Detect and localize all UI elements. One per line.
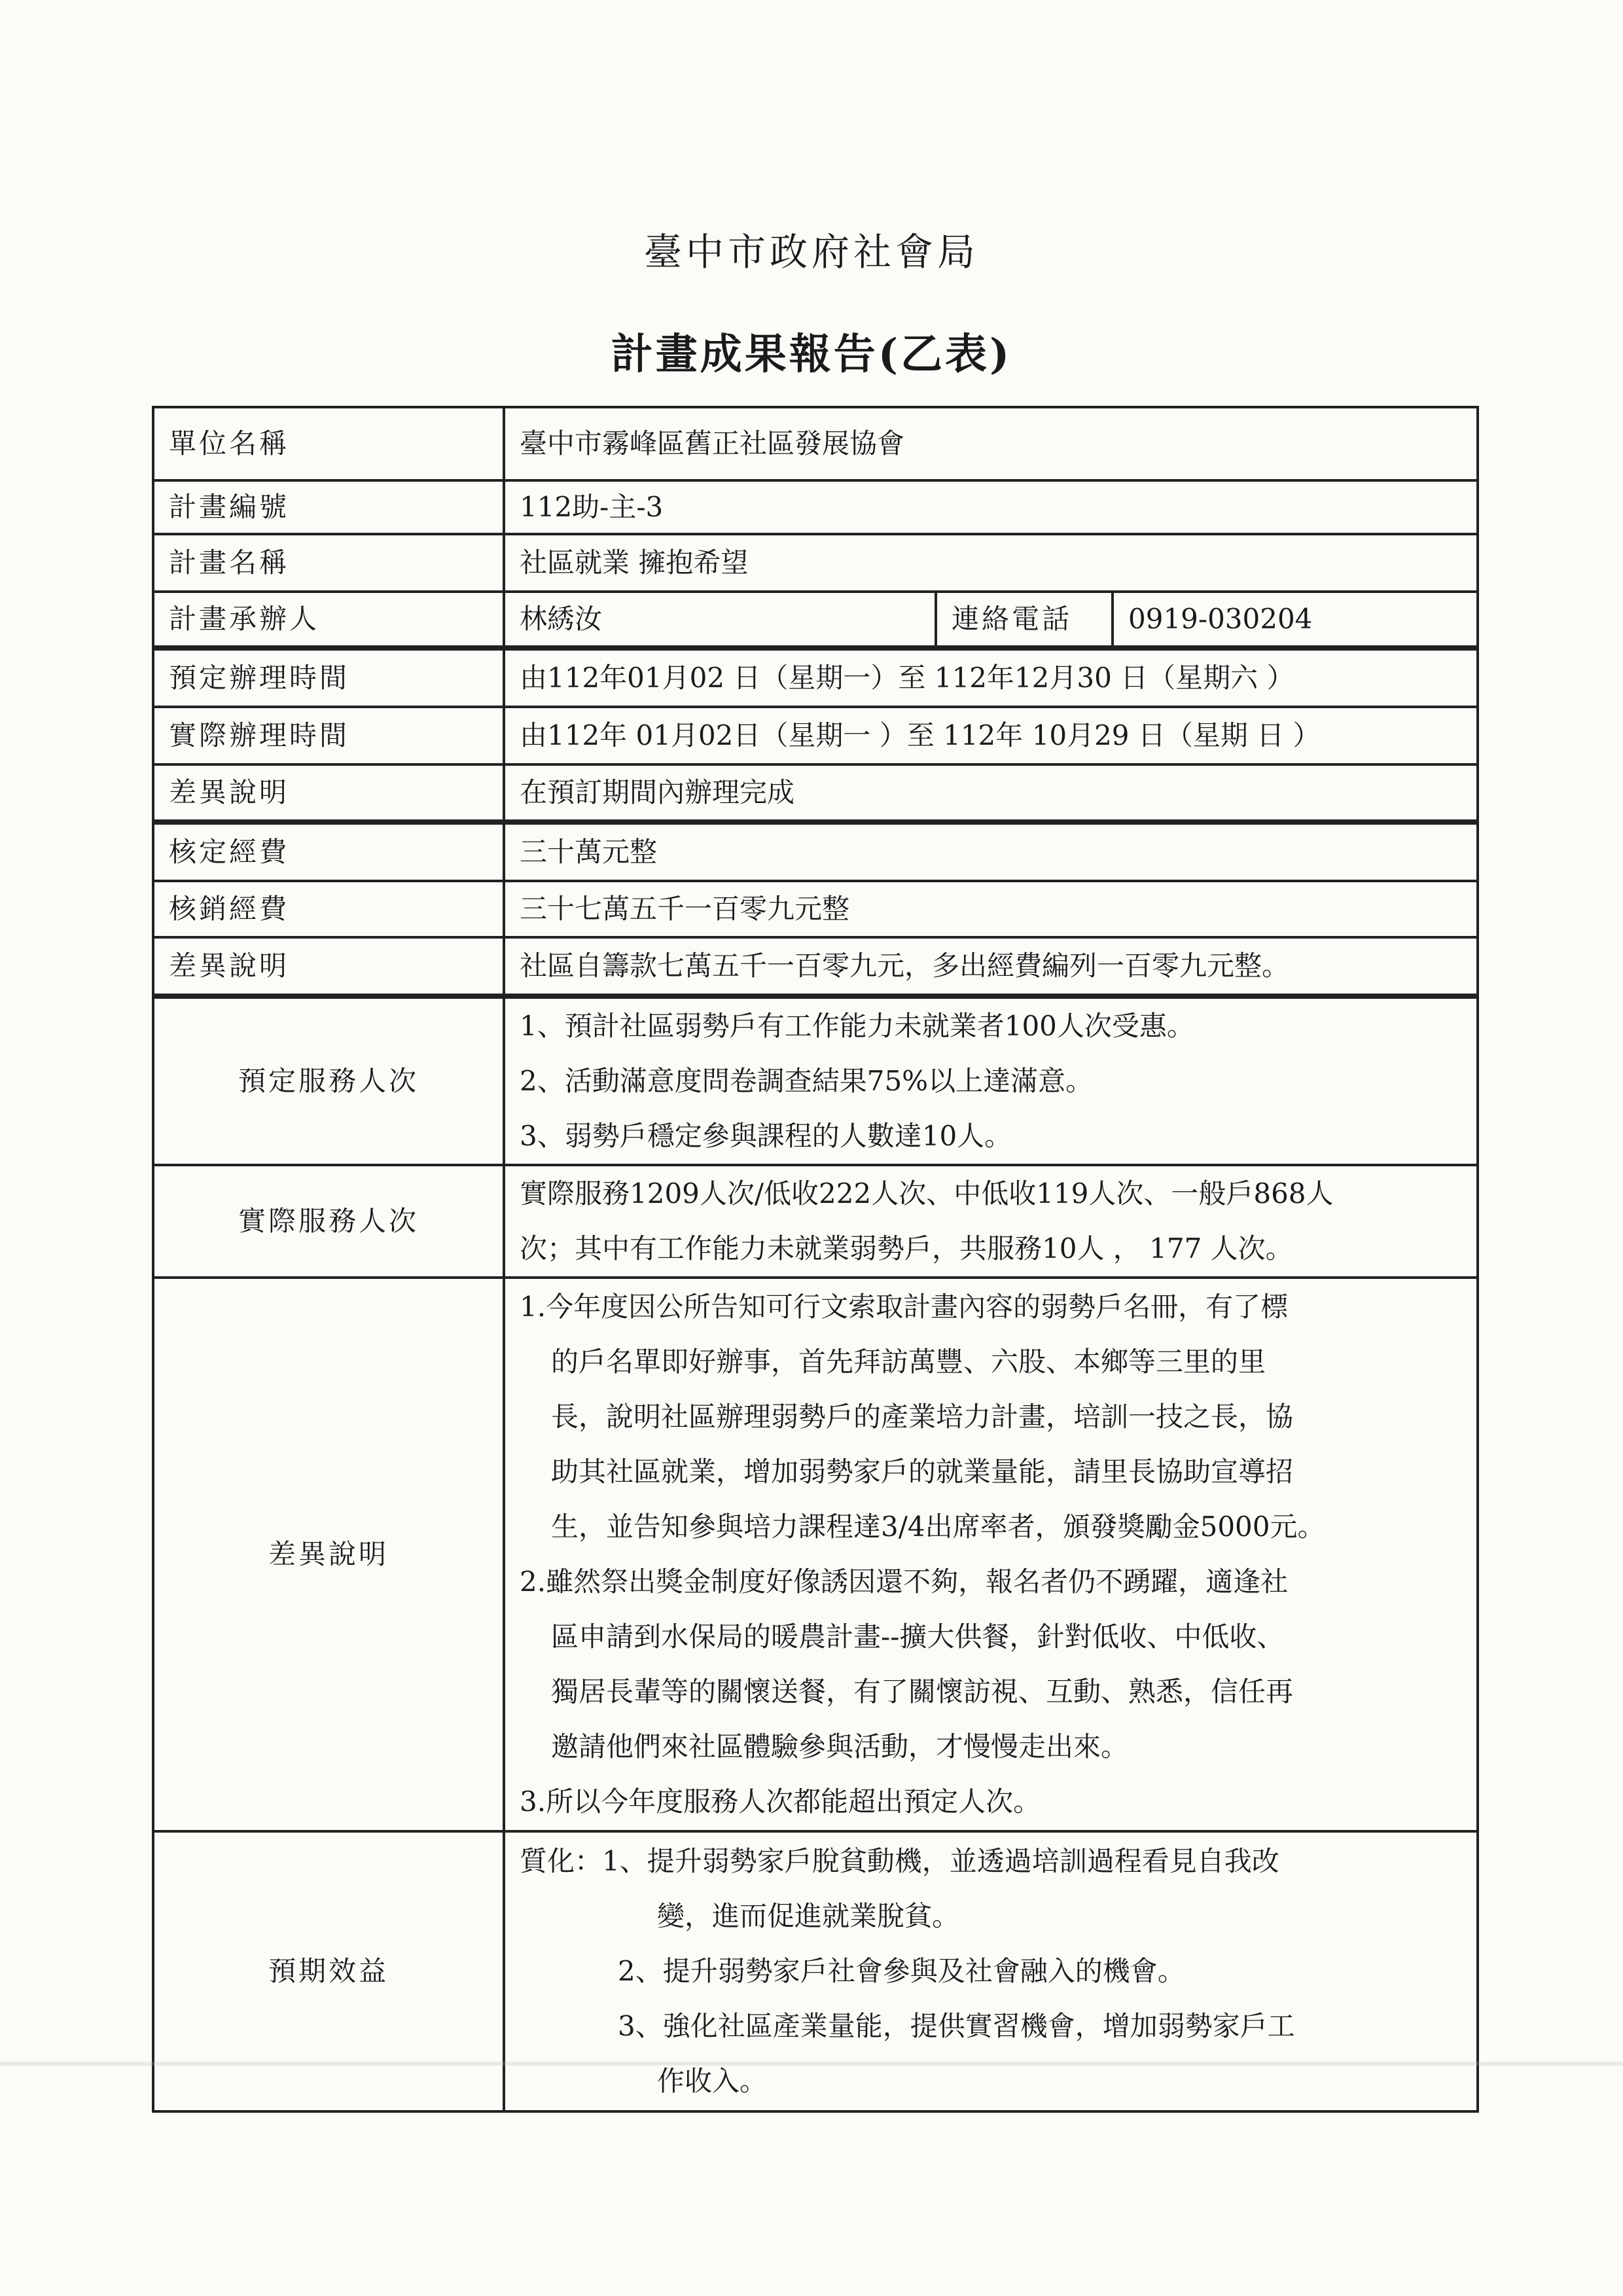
agency-name: 臺中市政府社會局: [643, 230, 979, 274]
service-diff-line: 助其社區就業，增加弱勢家戶的就業量能，請里長協助宣導招: [551, 1456, 1294, 1488]
approved-budget-value: 三十萬元整: [504, 822, 1478, 881]
expected-benefit-content: [504, 1831, 1478, 2111]
row-service-diff: [153, 1278, 1478, 1831]
service-diff-line: 長，說明社區辦理弱勢戶的產業培力計畫，培訓一技之長，協: [551, 1401, 1294, 1433]
plan-number-value: 112助-主-3: [504, 480, 1478, 534]
service-diff-line: 生，並告知參與培力課程達3/4出席率者，頒發獎勵金5000元。: [551, 1511, 1325, 1543]
planned-service-line: 3、弱勢戶穩定參與課程的人數達10人。: [520, 1120, 1012, 1152]
approved-budget-label: 核定經費: [153, 822, 504, 881]
planned-service-content: [504, 996, 1478, 1165]
planned-service-line: 1、預計社區弱勢戶有工作能力未就業者100人次受惠。: [520, 1010, 1194, 1042]
row-approved-budget: [153, 822, 1478, 881]
row-contact: [153, 592, 1478, 648]
phone-value: 0919-030204: [1113, 592, 1478, 648]
row-plan-number: [153, 480, 1478, 534]
time-diff-label: 差異說明: [153, 764, 504, 822]
row-planned-time: [153, 648, 1478, 707]
service-diff-line: 1.今年度因公所告知可行文索取計畫內容的弱勢戶名冊，有了標: [520, 1291, 1289, 1323]
expected-benefit-line: 作收入。: [657, 2065, 768, 2097]
planned-service-label: 預定服務人次: [153, 996, 504, 1165]
row-spent-budget: [153, 881, 1478, 937]
plan-name-value: 社區就業 擁抱希望: [504, 534, 1478, 592]
row-time-diff: [153, 764, 1478, 822]
planned-time-value: 由112年01月02 日（星期一）至 112年12月30 日（星期六 ）: [504, 648, 1478, 707]
expected-benefit-line: 質化：1、提升弱勢家戶脫貧動機，並透過培訓過程看見自我改: [520, 1845, 1279, 1877]
row-expected-benefit: [153, 1831, 1478, 2111]
service-diff-content: [504, 1278, 1478, 1831]
actual-time-label: 實際辦理時間: [153, 707, 504, 764]
service-diff-label: 差異說明: [153, 1278, 504, 1831]
service-diff-line: 邀請他們來社區體驗參與活動，才慢慢走出來。: [551, 1731, 1129, 1763]
budget-diff-value: 社區自籌款七萬五千一百零九元，多出經費編列一百零九元整。: [504, 937, 1478, 996]
row-planned-service: [153, 996, 1478, 1165]
plan-name-label: 計畫名稱: [153, 534, 504, 592]
row-budget-diff: [153, 937, 1478, 996]
actual-service-content: [504, 1165, 1478, 1278]
plan-number-label: 計畫編號: [153, 480, 504, 534]
service-diff-line: 獨居長輩等的關懷送餐，有了關懷訪視、互動、熟悉，信任再: [551, 1676, 1294, 1708]
expected-benefit-line: 3、強化社區產業量能，提供實習機會，增加弱勢家戶工: [618, 2010, 1295, 2042]
service-diff-line: 3.所以今年度服務人次都能超出預定人次。: [520, 1785, 1041, 1818]
expected-benefit-line: 變，進而促進就業脫貧。: [657, 1900, 960, 1932]
service-diff-line: 的戶名單即好辦事，首先拜訪萬豐、六股、本鄉等三里的里: [551, 1346, 1266, 1378]
report-title: 計畫成果報告(乙表): [611, 330, 1012, 379]
scan-artifact: [0, 2062, 1623, 2066]
spent-budget-value: 三十七萬五千一百零九元整: [504, 881, 1478, 937]
row-plan-name: [153, 534, 1478, 592]
contact-person-value: 林綉汝: [504, 592, 936, 648]
planned-service-line: 2、活動滿意度問卷調查結果75%以上達滿意。: [520, 1065, 1094, 1097]
time-diff-value: 在預訂期間內辦理完成: [504, 764, 1478, 822]
row-actual-time: [153, 707, 1478, 764]
service-diff-line: 區申請到水保局的暖農計畫--擴大供餐，針對低收、中低收、: [551, 1621, 1285, 1653]
actual-service-line: 實際服務1209人次/低收222人次、中低收119人次、一般戶868人: [520, 1177, 1334, 1210]
unit-name-label: 單位名稱: [153, 407, 504, 480]
phone-label: 連絡電話: [936, 592, 1113, 648]
expected-benefit-line: 2、提升弱勢家戶社會參與及社會融入的機會。: [618, 1955, 1185, 1987]
row-unit-name: [153, 407, 1478, 480]
spent-budget-label: 核銷經費: [153, 881, 504, 937]
expected-benefit-label: 預期效益: [153, 1831, 504, 2111]
budget-diff-label: 差異說明: [153, 937, 504, 996]
planned-time-label: 預定辦理時間: [153, 648, 504, 707]
row-actual-service: [153, 1165, 1478, 1278]
actual-service-line: 次；其中有工作能力未就業弱勢戶，共服務10人 ， 177 人次。: [520, 1232, 1293, 1265]
actual-time-value: 由112年 01月02日（星期一 ）至 112年 10月29 日（星期 日 ）: [504, 707, 1478, 764]
service-diff-line: 2.雖然祭出獎金制度好像誘因還不夠，報名者仍不踴躍，適逢社: [520, 1566, 1289, 1598]
unit-name-value: 臺中市霧峰區舊正社區發展協會: [504, 407, 1478, 480]
report-table: [152, 406, 1479, 2113]
actual-service-label: 實際服務人次: [153, 1165, 504, 1278]
contact-person-label: 計畫承辦人: [153, 592, 504, 648]
